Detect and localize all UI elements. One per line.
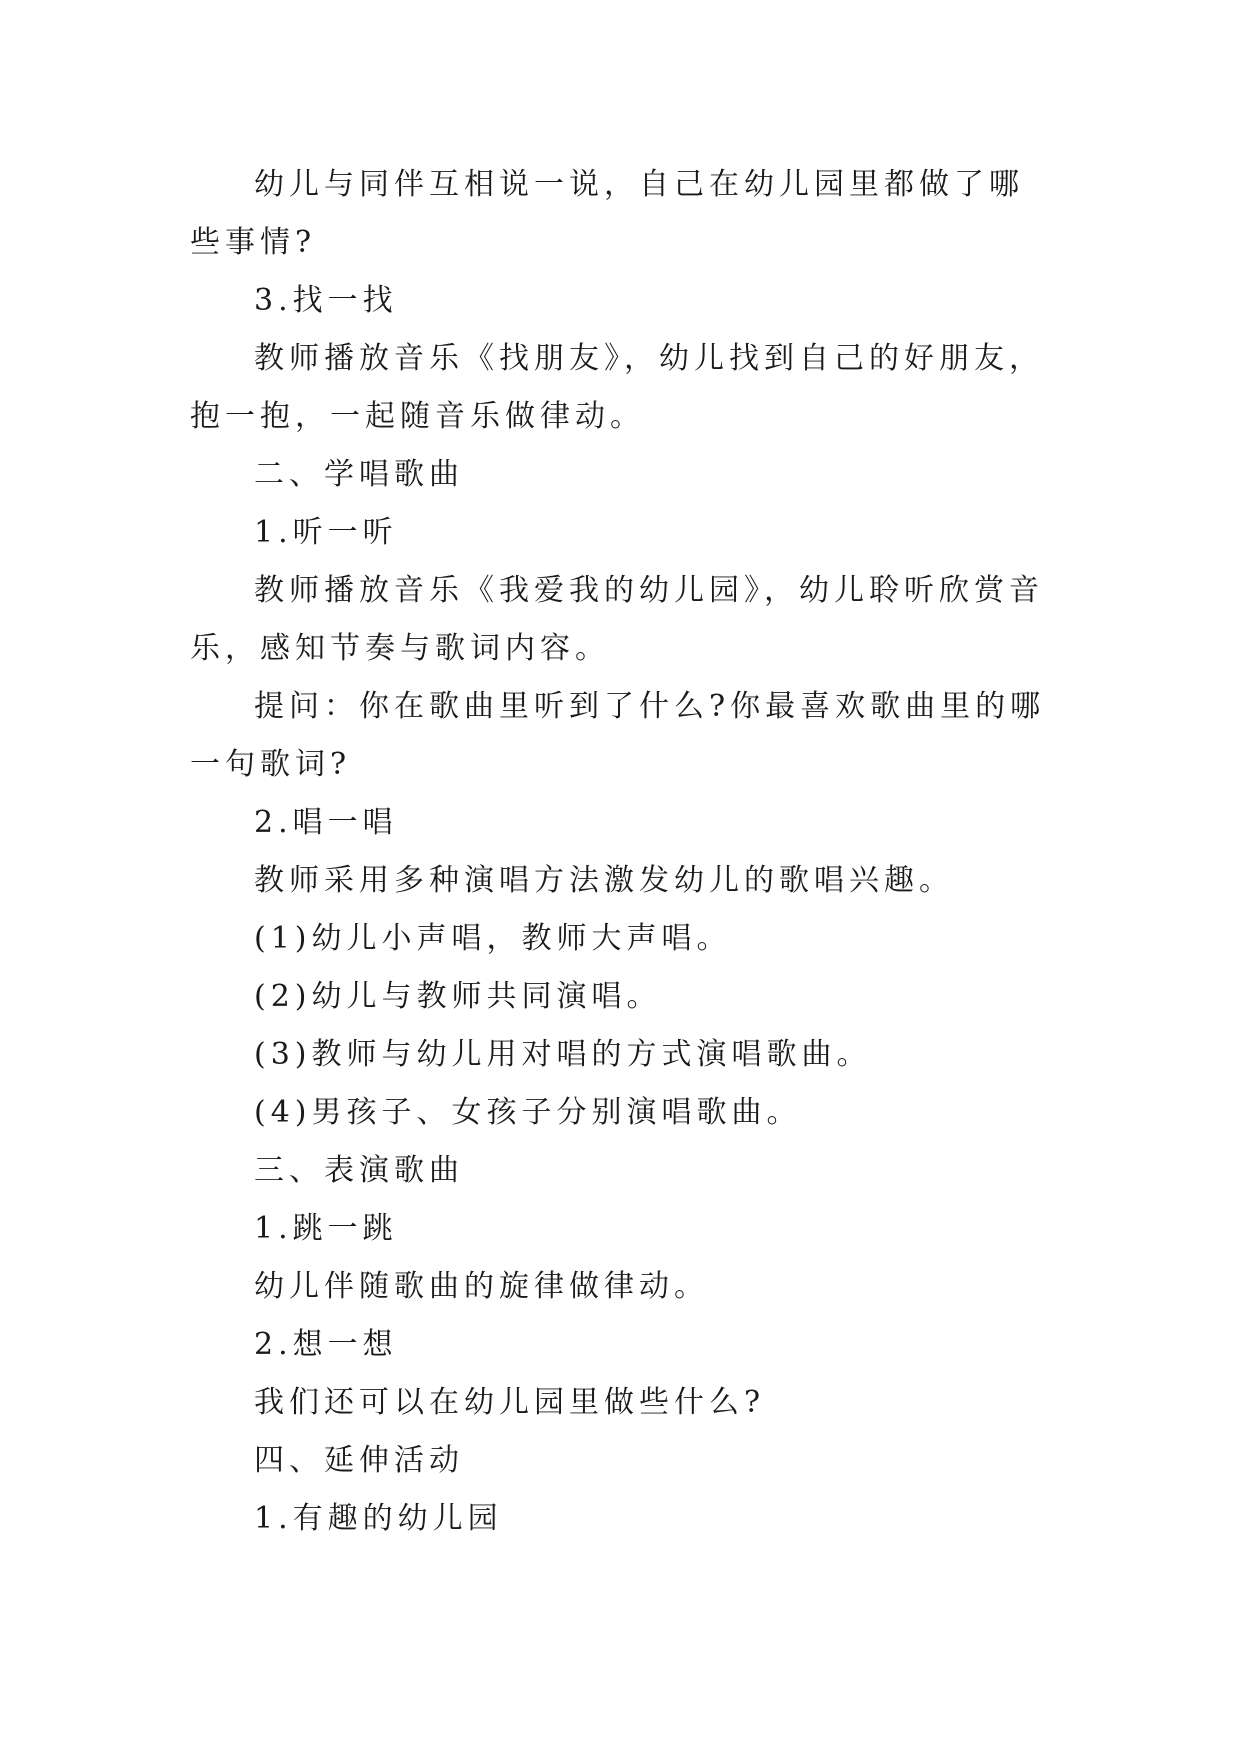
paragraph: 教师播放音乐《我爱我的幼儿园》，幼儿聆听欣赏音乐，感知节奏与歌词内容。 [190,573,1044,666]
list-item: (3)教师与幼儿用对唱的方式演唱歌曲。 [254,1037,872,1072]
paragraph: 教师采用多种演唱方法激发幼儿的歌唱兴趣。 [254,863,954,898]
section-heading: 2.想一想 [254,1327,398,1362]
section-heading: 1.听一听 [254,515,398,550]
section-heading: 1.跳一跳 [254,1211,398,1246]
paragraph: 幼儿与同伴互相说一说，自己在幼儿园里都做了哪些事情? [190,167,1024,260]
paragraph: 我们还可以在幼儿园里做些什么? [254,1385,766,1420]
section-heading: 三、表演歌曲 [254,1153,464,1188]
document-body [190,156,1056,1548]
section-heading: 四、延伸活动 [254,1443,464,1478]
list-item: (2)幼儿与教师共同演唱。 [254,979,662,1014]
section-heading: 1.有趣的幼儿园 [254,1501,503,1536]
list-item: (1)幼儿小声唱，教师大声唱。 [254,921,732,956]
section-heading: 二、学唱歌曲 [254,457,464,492]
section-heading: 2.唱一唱 [254,805,398,840]
paragraph: 幼儿伴随歌曲的旋律做律动。 [254,1269,709,1304]
list-item: (4)男孩子、女孩子分别演唱歌曲。 [254,1095,802,1130]
paragraph: 提问：你在歌曲里听到了什么?你最喜欢歌曲里的哪一句歌词? [190,689,1046,782]
section-heading: 3.找一找 [254,283,398,318]
paragraph: 教师播放音乐《找朋友》，幼儿找到自己的好朋友，抱一抱，一起随音乐做律动。 [190,341,1044,434]
